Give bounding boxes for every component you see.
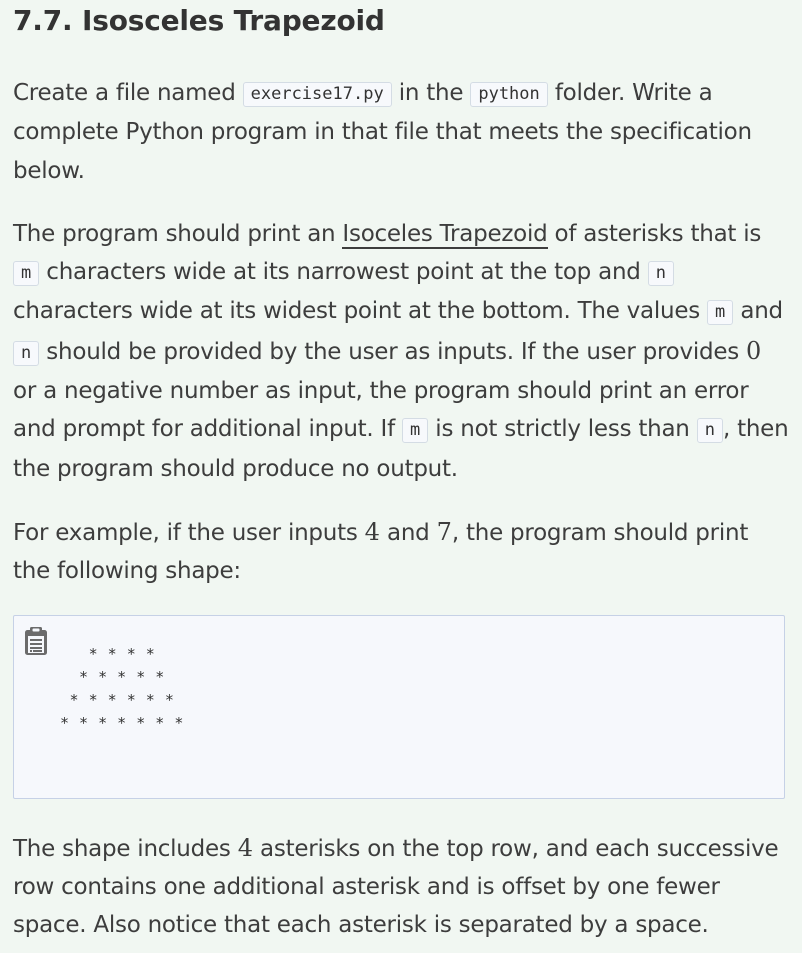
text: is not strictly less than (428, 416, 697, 443)
text: in the (391, 80, 471, 106)
m-code: m (402, 418, 428, 443)
explanation-paragraph (13, 829, 789, 945)
instructions-paragraph (13, 74, 789, 190)
clipboard-icon[interactable] (20, 624, 52, 656)
text: , then the program should produce no output. (13, 416, 789, 482)
page-title (13, 0, 789, 39)
m-code: m (707, 300, 733, 325)
n-code: n (13, 341, 39, 366)
text: The shape includes (13, 835, 238, 862)
m-code: m (13, 261, 39, 286)
folder-code: python (470, 82, 547, 107)
specification-paragraph (13, 215, 789, 488)
n-code: n (648, 261, 674, 286)
text: , the program should print the following shape: (13, 519, 749, 585)
text: The program should print an (13, 220, 343, 247)
section-title: Isosceles Trapezoid (82, 4, 385, 37)
text: and (733, 298, 783, 325)
text: folder. Write a complete Python program in that file that meets the specification below. (13, 80, 752, 184)
text: and (379, 519, 437, 546)
isoceles-trapezoid-link[interactable]: Isoceles Trapezoid (342, 220, 548, 247)
clipboard-icon-svg (20, 624, 52, 656)
text: should be provided by the user as inputs. If the user provides (39, 338, 747, 365)
code-block (13, 615, 785, 799)
text: Create a file named (13, 80, 243, 106)
math-seven: 7 (436, 517, 452, 546)
math-four: 4 (364, 517, 380, 546)
text: asterisks on the top row, and each successive row contains one additional asterisk and is offset by one fewer space. Also notice that each asterisk is separated by a space. (13, 835, 779, 939)
text: or a negative number as input, the program should print an error and prompt for additional input. If (13, 378, 749, 443)
trapezoid-output: * * * * * * * * * * * * * * * * * * * * * * (60, 644, 184, 732)
n-code: n (697, 418, 723, 443)
filename-code: exercise17.py (243, 82, 392, 107)
text: of asterisks that is (547, 220, 762, 247)
text: characters wide at its widest point at the bottom. The values (13, 298, 708, 325)
text: For example, if the user inputs (13, 519, 365, 546)
example-paragraph (13, 513, 789, 591)
math-four: 4 (237, 833, 253, 862)
math-zero: 0 (746, 336, 762, 365)
section-number: 7.7. (13, 4, 73, 37)
text: characters wide at its narrowest point at the top and (39, 259, 648, 286)
